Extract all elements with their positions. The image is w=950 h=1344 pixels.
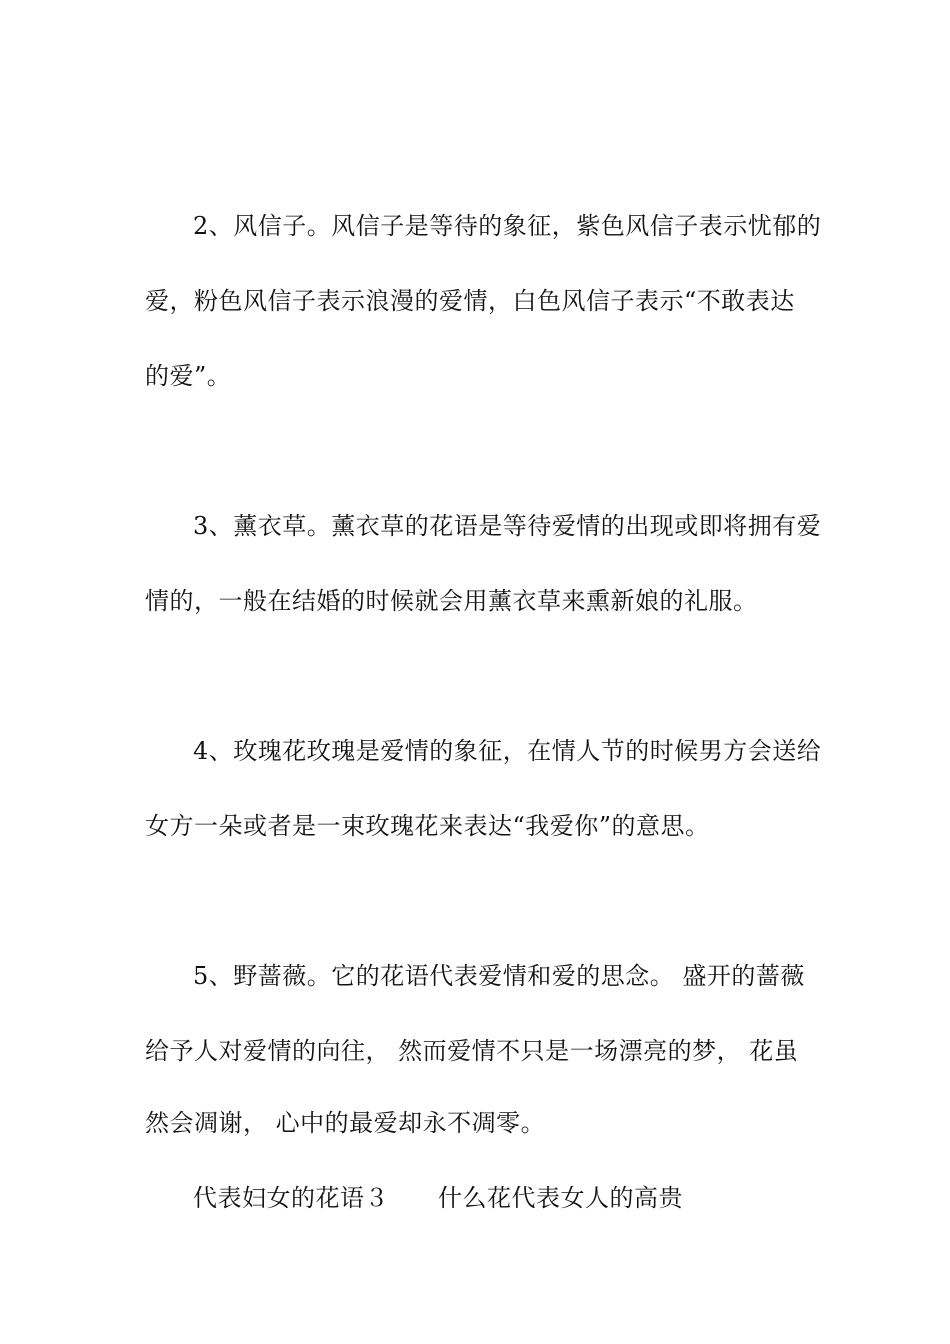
paragraph-hyacinth-line-3: 的爱”。 (145, 362, 232, 390)
paragraph-lavender-line-1: 3、薰衣草。薰衣草的花语是等待爱情的出现或即将拥有爱 (193, 512, 822, 540)
section-heading: 代表妇女的花语３ 什么花代表女人的高贵 (193, 1184, 683, 1212)
paragraph-hyacinth-line-1: 2、风信子。风信子是等待的象征，紫色风信子表示忧郁的 (193, 212, 822, 240)
paragraph-wild-rose-line-2: 给予人对爱情的向往， 然而爱情不只是一场漂亮的梦， 花虽 (145, 1037, 799, 1065)
paragraph-wild-rose-line-3: 然会凋谢， 心中的最爱却永不凋零。 (145, 1109, 546, 1137)
paragraph-rose-line-1: 4、玫瑰花玫瑰是爱情的象征，在情人节的时候男方会送给 (193, 737, 822, 765)
paragraph-rose-line-2: 女方一朵或者是一束玫瑰花来表达“我爱你”的意思。 (145, 812, 710, 840)
paragraph-lavender-line-2: 情的，一般在结婚的时候就会用薰衣草来熏新娘的礼服。 (145, 587, 758, 615)
paragraph-hyacinth-line-2: 爱，粉色风信子表示浪漫的爱情，白色风信子表示“不敢表达 (145, 287, 795, 315)
paragraph-wild-rose-line-1: 5、野蔷薇。它的花语代表爱情和爱的思念。 盛开的蔷薇 (193, 962, 805, 990)
